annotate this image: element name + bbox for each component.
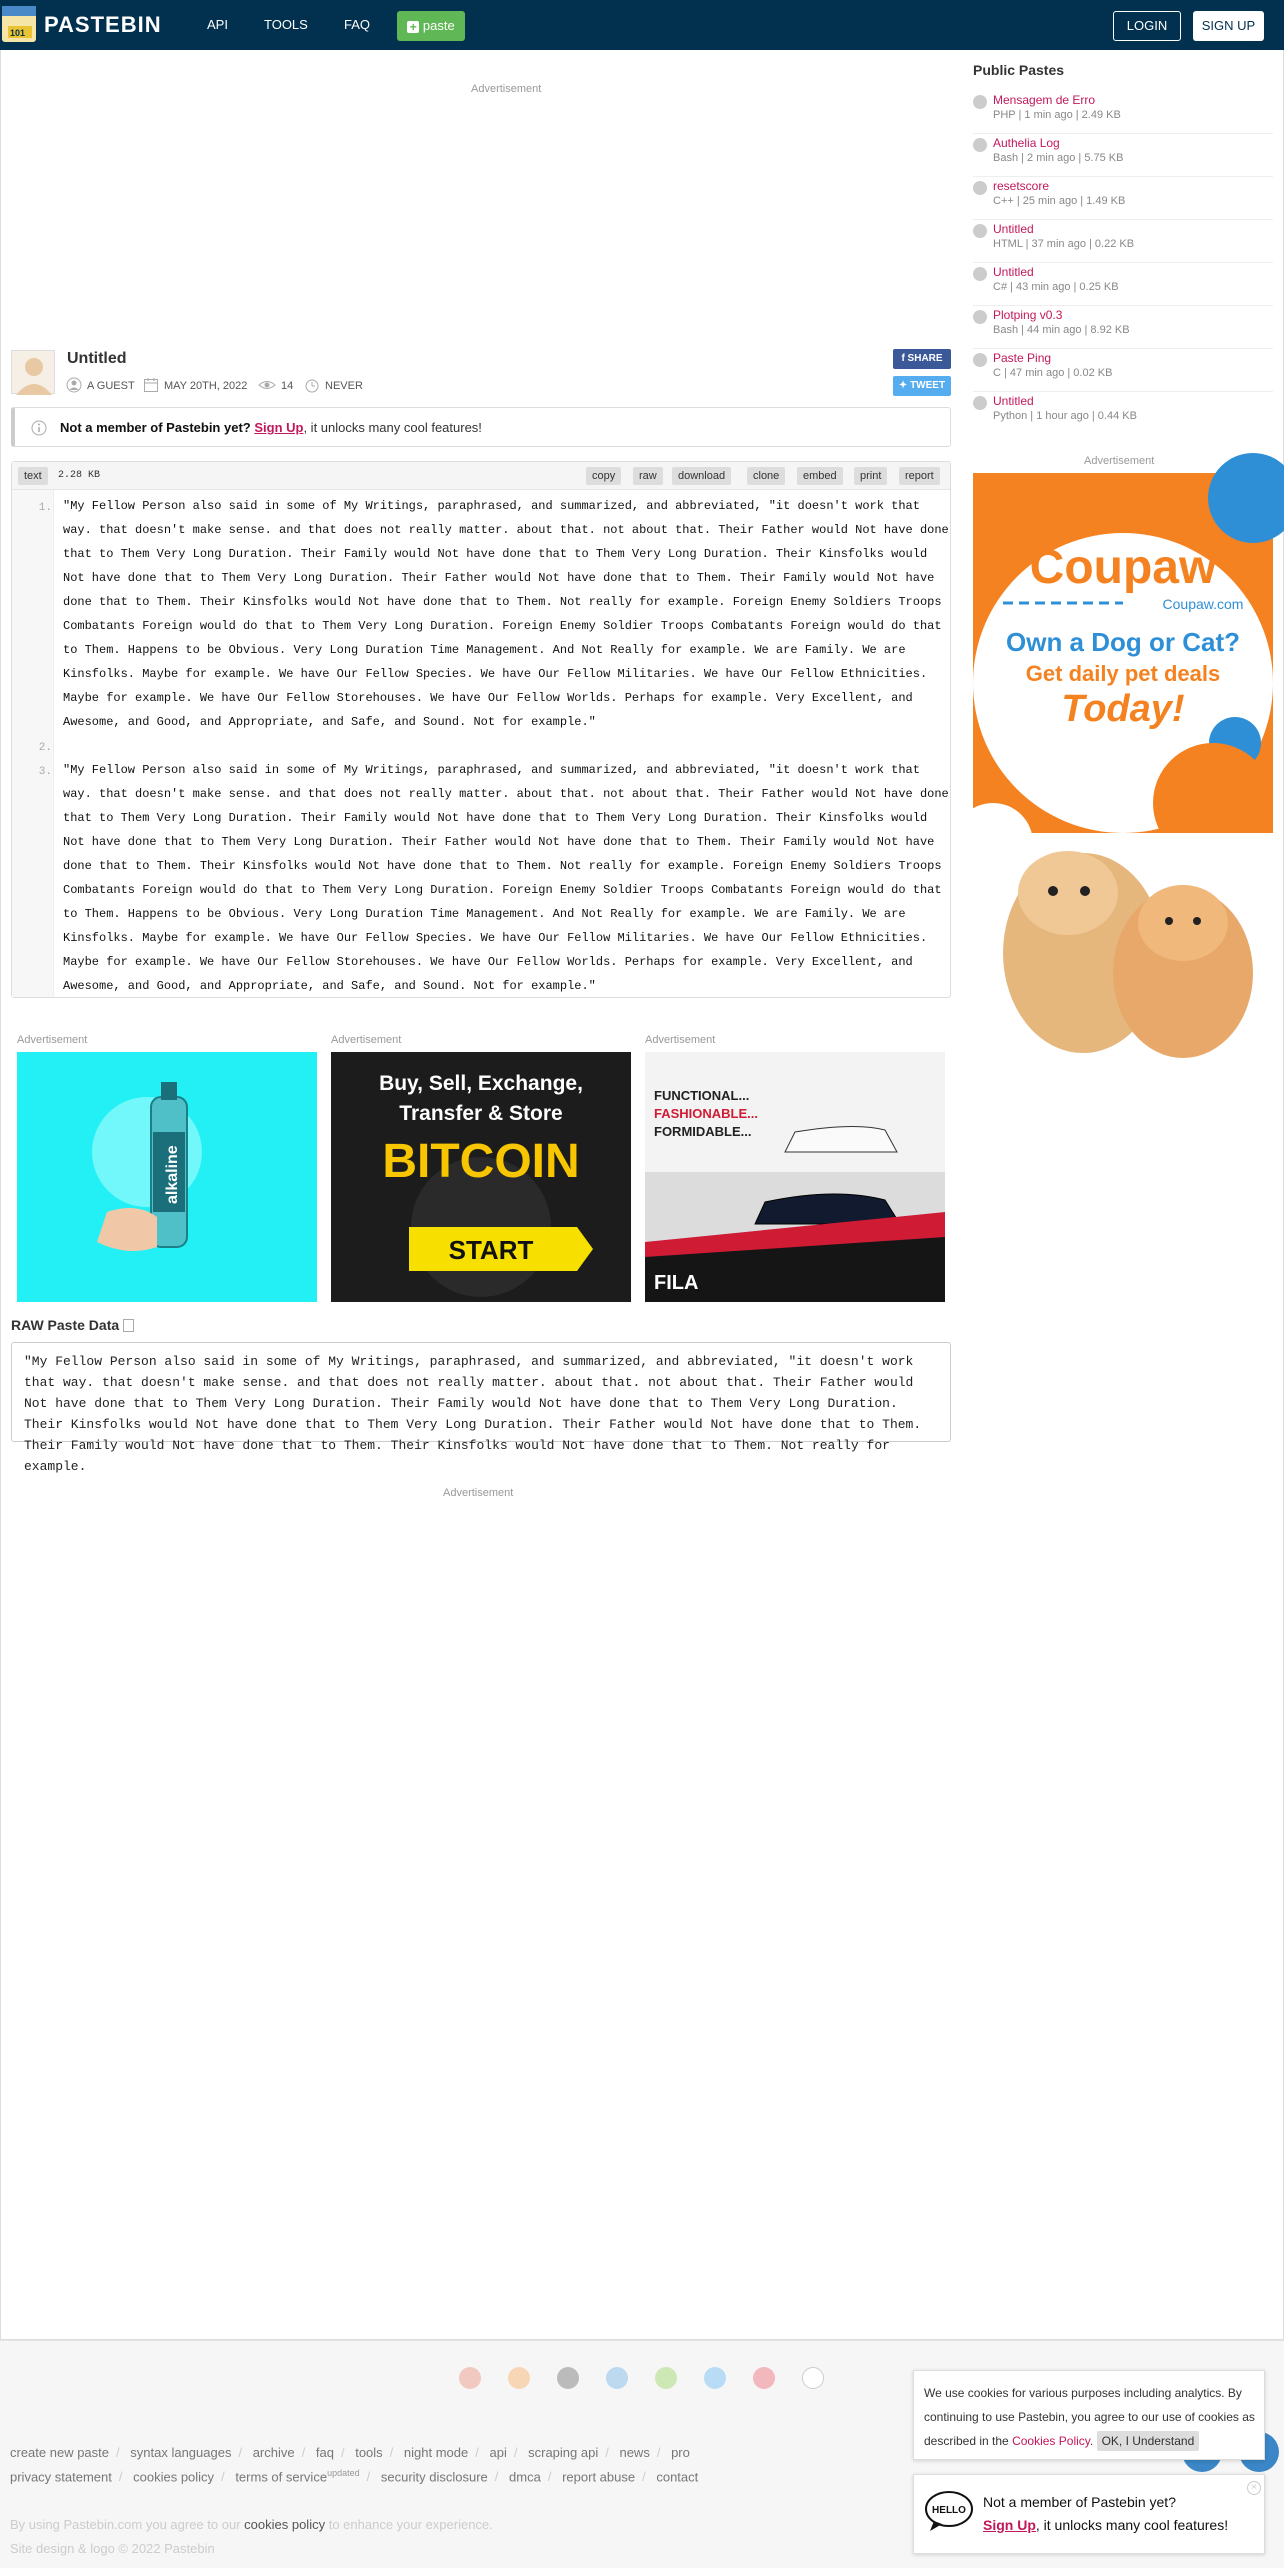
tweet-label: TWEET: [910, 380, 946, 391]
fila-ad[interactable]: [645, 1052, 945, 1302]
hello-bubble-icon: [924, 2489, 974, 2533]
new-paste-label: paste: [422, 18, 455, 33]
globe-icon: [973, 310, 987, 324]
globe-icon: [973, 138, 987, 152]
footer-cookie-note: [10, 2517, 493, 2532]
guest-avatar: [11, 350, 55, 394]
ad-label-3: Advertisement: [645, 1034, 716, 1046]
footer-link[interactable]: archive: [252, 2445, 295, 2460]
footer-note-post: to enhance your experience.: [328, 2517, 493, 2532]
popup-signup-link[interactable]: Sign Up: [983, 2517, 1036, 2533]
user-icon: [66, 377, 82, 393]
public-paste-item[interactable]: [973, 263, 1273, 306]
report-button[interactable]: report: [899, 467, 940, 485]
public-paste-item[interactable]: [973, 134, 1273, 177]
svg-text:FASHIONABLE...: FASHIONABLE...: [654, 1106, 759, 1121]
signup-notice: [11, 407, 951, 447]
nav-tools[interactable]: TOOLS: [264, 17, 308, 32]
globe-icon: [973, 181, 987, 195]
public-paste-meta: C++ | 25 min ago | 1.49 KB: [993, 195, 1126, 207]
code-toolbar: [12, 462, 950, 490]
globe-icon: [973, 95, 987, 109]
copy-icon[interactable]: [123, 1319, 134, 1332]
side-ad-label: Advertisement: [1084, 455, 1155, 467]
facebook-share-button[interactable]: [893, 349, 951, 369]
signup-popup: [913, 2474, 1265, 2554]
public-paste-name[interactable]: Untitled: [993, 222, 1034, 236]
svg-text:FUNCTIONAL...: FUNCTIONAL...: [654, 1088, 750, 1103]
line-number: 3.: [38, 766, 52, 778]
globe-icon: [973, 224, 987, 238]
top-ad-label: Advertisement: [471, 83, 542, 95]
footer-cookies-link[interactable]: cookies policy: [244, 2517, 326, 2532]
notice-bold: Not a member of Pastebin yet?: [60, 420, 251, 435]
footer-link[interactable]: dmca: [509, 2469, 541, 2485]
code-line: "My Fellow Person also said in some of My Writings, paraphrased, and summarized, and abbreviated, "it doesn't work that way. that doesn't make sense. and that does not really matter. about that. not about that. Their Father would Not have done that to Them Very Long Duration. Their Family would Not have done that to Them Very Long Duration. Their Kinsfolks would Not have done that to Them Very Long Duration. Their Father would Not have done that to Them. Their Family would Not have done that to Them. Their Kinsfolks would Not have done that to Them. Not really for example. Foreign Enemy Soldiers Troops Combatants Foreign would do that to Them Very Long Duration. Foreign Enemy Soldier Troops Combatants Foreign would do that to Them. Happens to be Obvious. Very Long Duration Time Management. And Not Really for example. We are Family. We are Kinsfolks. Maybe for example. We have Our Fellow Species. We have Our Fellow Militaries. We have Our Fellow Ethnicities. Maybe for example. We have Our Fellow Storehouses. We have Our Fellow Worlds. Perhaps for example. Very Excellent, and Awesome, and Good, and Appropriate, and Safe, and Sound. Not for example.": [63, 763, 949, 993]
linux-icon[interactable]: [802, 2367, 824, 2389]
windows-icon[interactable]: [606, 2367, 628, 2389]
footer-link[interactable]: night mode: [403, 2445, 469, 2460]
footer-link[interactable]: news: [619, 2445, 650, 2460]
water-bottle-ad[interactable]: [17, 1052, 317, 1302]
paste-views: 14: [281, 380, 294, 392]
code-line: "My Fellow Person also said in some of My Writings, paraphrased, and summarized, and abbreviated, "it doesn't work that way. that doesn't make sense. and that does not really matter. about that. not about that. Their Father would Not have done that to Them Very Long Duration. Their Family would Not have done that to Them Very Long Duration. Their Kinsfolks would Not have done that to Them Very Long Duration. Their Father would Not have done that to Them. Their Family would Not have done that to Them. Their Kinsfolks would Not have done that to Them. Not really for example. Foreign Enemy Soldiers Troops Combatants Foreign would do that to Them Very Long Duration. Foreign Enemy Soldier Troops Combatants Foreign would do that to Them. Happens to be Obvious. Very Long Duration Time Management. And Not Really for example. We are Family. We are Kinsfolks. Maybe for example. We have Our Fellow Species. We have Our Fellow Militaries. We have Our Fellow Ethnicities. Maybe for example. We have Our Fellow Storehouses. We have Our Fellow Worlds. Perhaps for example. Very Excellent, and Awesome, and Good, and Appropriate, and Safe, and Sound. Not for example.": [63, 499, 949, 729]
chrome-icon[interactable]: [459, 2367, 481, 2389]
cookie-body: We use cookies for various purposes including analytics. By continuing to use Pastebin, you agree to our use of cookies as described in the: [924, 2386, 1255, 2448]
footer-link[interactable]: syntax languages: [130, 2445, 232, 2460]
svg-text:BITCOIN: BITCOIN: [382, 1135, 580, 1188]
footer-link[interactable]: contact: [656, 2469, 699, 2485]
eye-icon: [258, 377, 276, 393]
cookies-policy-link[interactable]: Cookies Policy: [1012, 2434, 1090, 2448]
public-pastes-title: Public Pastes: [973, 62, 1065, 78]
coupaw-ad-art: [973, 473, 1273, 1073]
notice-signup-link[interactable]: Sign Up: [254, 420, 304, 435]
macos-icon[interactable]: [704, 2367, 726, 2389]
paste-date: MAY 20TH, 2022: [164, 380, 248, 392]
raw-title-text: RAW Paste Data: [11, 1317, 120, 1333]
pastebin-logo-icon[interactable]: [0, 2, 40, 46]
notice-text: [60, 420, 482, 435]
public-paste-name[interactable]: Authelia Log: [993, 136, 1060, 150]
print-button[interactable]: print: [854, 467, 887, 485]
public-paste-meta: C | 47 min ago | 0.02 KB: [993, 367, 1113, 379]
footer-copyright: Site design & logo © 2022 Pastebin: [10, 2541, 215, 2556]
share-label: SHARE: [907, 353, 943, 364]
svg-text:HELLO: HELLO: [932, 2505, 966, 2516]
public-paste-item[interactable]: [973, 306, 1273, 349]
footer-link[interactable]: tools: [355, 2445, 383, 2460]
paste-size: 2.28 KB: [58, 470, 101, 481]
public-paste-meta: HTML | 37 min ago | 0.22 KB: [993, 238, 1135, 250]
public-paste-item[interactable]: [973, 349, 1273, 392]
tweet-button[interactable]: [893, 376, 951, 396]
public-paste-meta: PHP | 1 min ago | 2.49 KB: [993, 109, 1121, 121]
svg-text:101: 101: [10, 28, 26, 38]
info-icon: [31, 420, 47, 436]
plus-icon: +: [407, 21, 419, 33]
android-icon[interactable]: [655, 2367, 677, 2389]
public-paste-meta: Bash | 44 min ago | 8.92 KB: [993, 324, 1130, 336]
globe-icon: [973, 353, 987, 367]
public-paste-name[interactable]: Untitled: [993, 394, 1034, 408]
water-ad-art: [17, 1052, 317, 1302]
public-paste-item[interactable]: [973, 91, 1273, 134]
footer-link[interactable]: api: [489, 2445, 507, 2460]
logo-text[interactable]: PASTEBIN: [44, 12, 162, 37]
public-paste-meta: Bash | 2 min ago | 5.75 KB: [993, 152, 1124, 164]
notice-rest: , it unlocks many cool features!: [303, 420, 482, 435]
footer-link[interactable]: privacy statement: [10, 2469, 112, 2485]
nav-faq[interactable]: FAQ: [344, 17, 371, 32]
embed-button[interactable]: embed: [797, 467, 843, 485]
coupaw-ad[interactable]: [973, 473, 1273, 1073]
new-paste-button[interactable]: [397, 11, 465, 41]
raw-button[interactable]: raw: [633, 467, 663, 485]
svg-text:FORMIDABLE...: FORMIDABLE...: [654, 1124, 752, 1139]
paste-code-box: [11, 461, 951, 998]
raw-paste-title: [11, 1317, 134, 1333]
globe-icon: [973, 267, 987, 281]
svg-text:Today!: Today!: [1061, 688, 1185, 730]
ios-icon[interactable]: [557, 2367, 579, 2389]
ad-label-2: Advertisement: [331, 1034, 402, 1046]
paste-title: Untitled: [67, 350, 127, 367]
popup-rest: , it unlocks many cool features!: [1035, 2517, 1229, 2533]
calendar-icon: [143, 377, 159, 393]
raw-paste-textarea[interactable]: [11, 1342, 951, 1474]
line-number: 2.: [38, 742, 52, 754]
facebook-icon: f: [901, 353, 908, 364]
footer-links-row-1: create new paste / syntax languages / archive / faq / tools / night mode / api / scraping api / news / pro: [10, 2445, 690, 2460]
footer-link[interactable]: scraping api: [528, 2445, 599, 2460]
public-paste-item[interactable]: [973, 392, 1273, 435]
svg-text:Own a Dog or Cat?: Own a Dog or Cat?: [1006, 627, 1240, 657]
public-paste-name[interactable]: Untitled: [993, 265, 1034, 279]
opera-icon[interactable]: [753, 2367, 775, 2389]
footer-link[interactable]: report abuse: [562, 2469, 636, 2485]
signup-button[interactable]: SIGN UP: [1193, 11, 1264, 41]
login-button[interactable]: LOGIN: [1113, 11, 1181, 41]
line-number: 1.: [38, 502, 52, 514]
expire-icon: [304, 377, 320, 393]
public-paste-item[interactable]: [973, 220, 1273, 263]
footer-links-row-2: privacy statement / cookies policy / terms of service$^{updated}$ / security disclosure / dmca / report abuse / contact: [10, 2468, 699, 2485]
fila-ad-art: [645, 1052, 945, 1302]
public-paste-name[interactable]: Paste Ping: [993, 351, 1052, 365]
footer-link[interactable]: security disclosure: [380, 2469, 488, 2485]
nav-api[interactable]: API: [207, 17, 228, 32]
svg-text:alkaline: alkaline: [164, 1145, 181, 1204]
copy-button[interactable]: copy: [586, 467, 621, 485]
twitter-icon: ✦: [898, 380, 911, 391]
svg-text:Get daily pet deals: Get daily pet deals: [1025, 661, 1221, 686]
svg-text:Buy, Sell, Exchange,: Buy, Sell, Exchange,: [379, 1072, 583, 1095]
popup-question: Not a member of Pastebin yet?: [983, 2494, 1176, 2510]
footer-note-pre: By using Pastebin.com you agree to our: [10, 2517, 241, 2532]
paste-expire: NEVER: [325, 380, 363, 392]
bottom-ad-label: Advertisement: [443, 1487, 514, 1499]
footer-link[interactable]: pro: [671, 2445, 690, 2460]
paste-author[interactable]: A GUEST: [87, 380, 135, 392]
popup-answer: [983, 2517, 1228, 2533]
bitcoin-ad[interactable]: [331, 1052, 631, 1302]
svg-text:Transfer & Store: Transfer & Store: [399, 1102, 563, 1125]
cookie-ok-button[interactable]: OK, I Understand: [1097, 2431, 1200, 2451]
updated-sup: updated: [327, 2468, 360, 2478]
public-paste-meta: Python | 1 hour ago | 0.44 KB: [993, 410, 1137, 422]
cookie-text: We use cookies for various purposes including analytics. By continuing to use Pastebin, you agree to our use of cookies as described in the Cookies Policy. OK, I Understand: [924, 2381, 1259, 2453]
svg-text:Coupaw.com: Coupaw.com: [1162, 596, 1244, 612]
svg-text:FILA: FILA: [654, 1272, 699, 1294]
ad-label-1: Advertisement: [17, 1034, 88, 1046]
syntax-tag[interactable]: text: [18, 467, 48, 485]
firefox-icon[interactable]: [508, 2367, 530, 2389]
download-button[interactable]: download: [672, 467, 731, 485]
public-paste-meta: C# | 43 min ago | 0.25 KB: [993, 281, 1119, 293]
public-paste-name[interactable]: Mensagem de Erro: [993, 93, 1096, 107]
close-icon[interactable]: ×: [1247, 2481, 1261, 2495]
svg-text:START: START: [448, 1235, 534, 1265]
footer-link[interactable]: create new paste: [10, 2445, 110, 2460]
footer-link[interactable]: terms of service: [235, 2469, 328, 2485]
raw-paste-text: "My Fellow Person also said in some of My Writings, paraphrased, and summarized, and abbreviated, "it doesn't work that way. that doesn't make sense. and that does not really matter. about that. not about that. Their Father would Not have done that to Them Very Long Duration. Their Family would Not have done that to Them Very Long Duration. Their Kinsfolks would Not have done that to Them Very Long Duration. Their Father would Not have done that to Them. Their Family would Not have done that to Them. Their Kinsfolks would Not have done that to Them. Not really for example.: [24, 1354, 922, 1474]
globe-icon: [973, 396, 987, 410]
public-paste-name[interactable]: resetscore: [993, 179, 1050, 193]
cookie-banner: [913, 2370, 1265, 2460]
public-paste-name[interactable]: Plotping v0.3: [993, 308, 1063, 322]
bitcoin-ad-art: [331, 1052, 631, 1302]
top-navbar: [0, 0, 1284, 50]
footer-link[interactable]: faq: [315, 2445, 334, 2460]
svg-text:Coupaw: Coupaw: [1029, 541, 1217, 594]
public-paste-item[interactable]: [973, 177, 1273, 220]
clone-button[interactable]: clone: [747, 467, 785, 485]
footer-link[interactable]: cookies policy: [133, 2469, 215, 2485]
